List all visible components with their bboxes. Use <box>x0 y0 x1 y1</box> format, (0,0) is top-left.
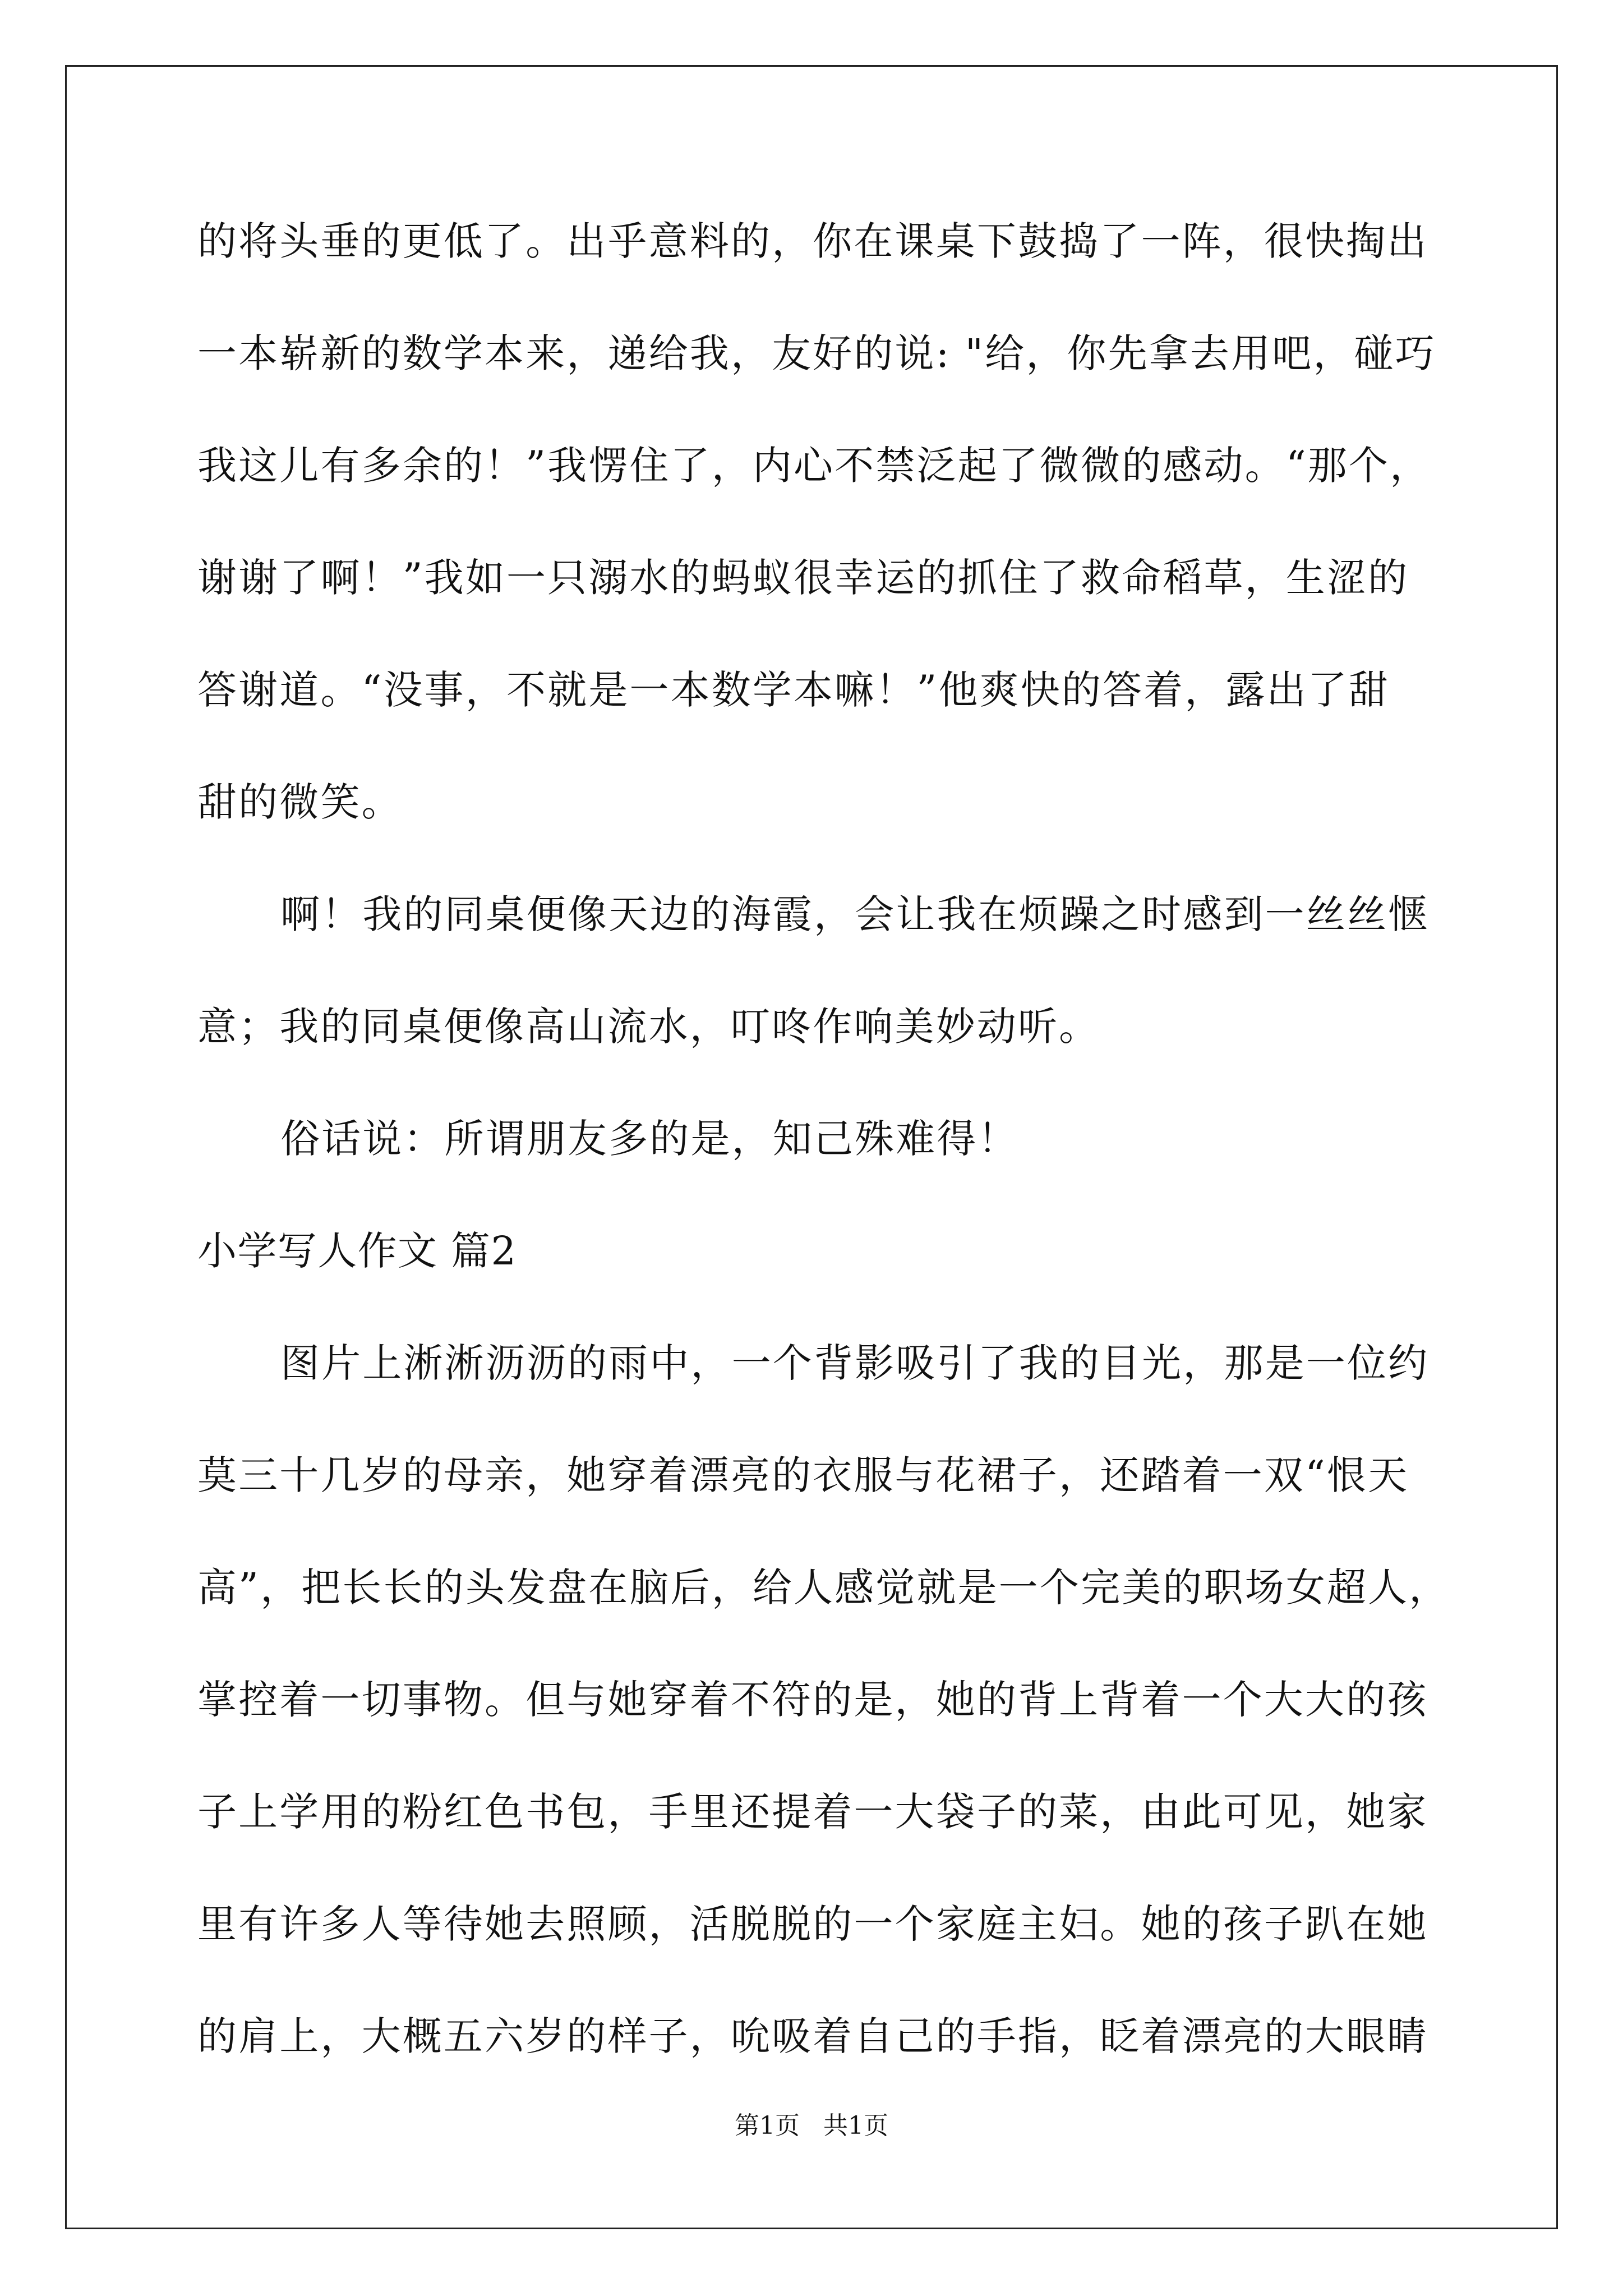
paragraph-line: 掌控着一切事物。但与她穿着不符的是，她的背上背着一个大大的孩 <box>197 1677 1428 1723</box>
paragraph-line: 莫三十几岁的母亲，她穿着漂亮的衣服与花裙子，还踏着一双“恨天 <box>197 1452 1409 1498</box>
paragraph-line: 的将头垂的更低了。出乎意料的，你在课桌下鼓捣了一阵，很快掏出 <box>197 218 1428 264</box>
paragraph-line: 里有许多人等待她去照顾，活脱脱的一个家庭主妇。她的孩子趴在她 <box>197 1901 1428 1947</box>
paragraph-line: 高”，把长长的头发盘在脑后，给人感觉就是一个完美的职场女超人， <box>197 1565 1450 1611</box>
paragraph-line: 俗话说：所谓朋友多的是，知己殊难得！ <box>280 1116 1019 1162</box>
page-number-total: 共1页 <box>823 2111 888 2140</box>
paragraph-line: 答谢道。“没事，不就是一本数学本嘛！”他爽快的答着，露出了甜 <box>197 667 1390 713</box>
paragraph-line: 谢谢了啊！”我如一只溺水的蚂蚁很幸运的抓住了救命稻草，生涩的 <box>197 555 1409 601</box>
section-heading: 小学写人作文 篇2 <box>197 1228 517 1274</box>
paragraph-line: 图片上淅淅沥沥的雨中，一个背影吸引了我的目光，那是一位约 <box>280 1340 1430 1386</box>
paragraph-line: 啊！我的同桌便像天边的海霞，会让我在烦躁之时感到一丝丝惬 <box>280 891 1430 937</box>
paragraph-line: 的肩上，大概五六岁的样子，吮吸着自己的手指，眨着漂亮的大眼睛 <box>197 2013 1428 2059</box>
paragraph-line: 意；我的同桌便像高山流水，叮咚作响美妙动听。 <box>197 1004 1100 1050</box>
page-number-current: 第1页 <box>735 2111 800 2140</box>
paragraph-line: 一本崭新的数学本来，递给我，友好的说: "给，你先拿去用吧，碰巧 <box>197 330 1436 376</box>
page-footer <box>0 2109 1623 2143</box>
paragraph-line: 我这儿有多余的！”我愣住了，内心不禁泛起了微微的感动。“那个， <box>197 443 1431 489</box>
paragraph-line: 甜的微笑。 <box>197 779 403 825</box>
paragraph-line: 子上学用的粉红色书包，手里还提着一大袋子的菜，由此可见，她家 <box>197 1789 1428 1835</box>
